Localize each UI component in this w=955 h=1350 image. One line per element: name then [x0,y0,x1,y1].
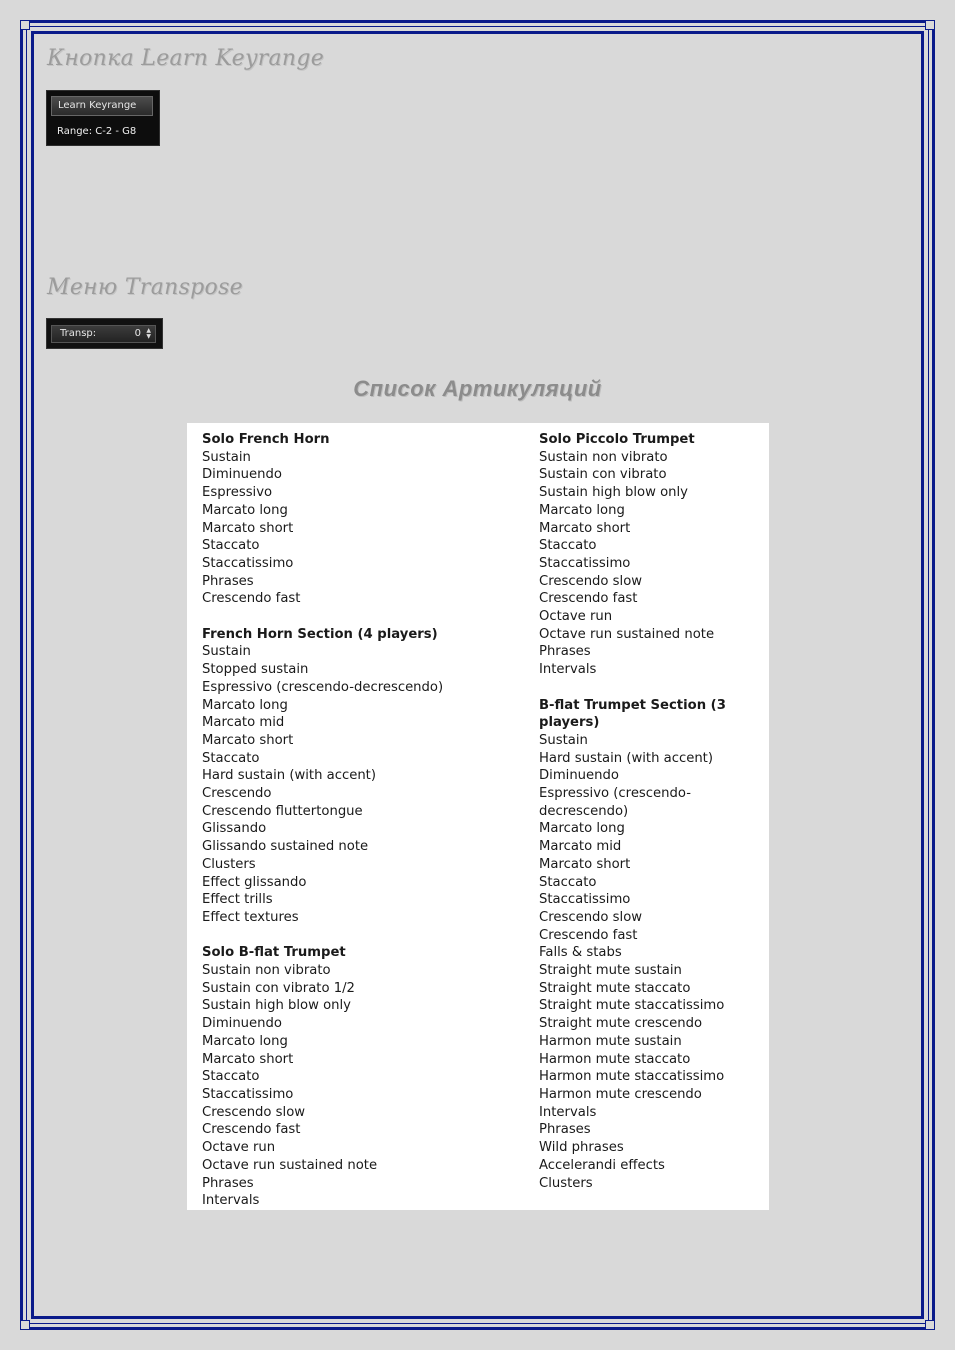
articulation-item: Phrases [202,1175,254,1191]
articulation-item: Sustain non vibrato [202,963,331,979]
articulation-item: Staccato [539,538,597,554]
articulation-item: Glissando [202,821,267,837]
corner-ornament-bottom-right [925,1320,935,1330]
instrument-group [202,626,522,927]
instrument-group [202,431,522,608]
spinner-arrows-icon[interactable]: ▲ ▼ [146,327,151,340]
articulation-list-title: Список Артикуляций [353,376,602,401]
instrument-group [202,944,522,1210]
instrument-group [539,431,767,679]
articulation-item: Espressivo (crescendo- [539,786,691,802]
articulation-item: Staccatissimo [202,1086,294,1102]
instrument-group-title: Solo Piccolo Trumpet [539,432,695,447]
corner-ornament-bottom-left [20,1320,30,1330]
articulation-item: Harmon mute sustain [539,1033,682,1049]
articulation-item: Marcato short [202,732,294,748]
articulation-item: Marcato long [202,502,288,518]
articulation-item: Intervals [539,662,597,678]
articulation-item: Staccato [202,750,260,766]
articulation-item: Diminuendo [202,467,282,483]
articulation-item: Intervals [539,1104,597,1120]
articulation-item: Accelerandi effects [539,1157,665,1173]
transpose-heading: Меню Transpose [47,275,244,300]
articulation-item: Staccato [539,874,597,890]
articulation-item: Crescendo slow [202,1104,306,1120]
articulation-item: Hard sustain (with accent) [202,768,377,784]
articulation-item: Marcato mid [539,839,622,855]
articulation-item: Crescendo slow [539,573,643,589]
articulation-item: Falls & stabs [539,945,622,961]
articulation-item: Phrases [539,1122,591,1138]
articulation-item: Harmon mute crescendo [539,1087,702,1102]
articulation-item: Phrases [202,573,254,589]
articulation-item: Harmon mute staccato [539,1051,691,1067]
articulation-item: Marcato long [202,697,288,713]
instrument-group-title: Solo French Horn [202,432,330,447]
transpose-panel [46,318,163,349]
articulation-item: Effect textures [202,909,299,925]
articulation-column-left [202,431,522,1228]
articulation-item: Effect glissando [202,874,307,890]
articulation-item: Marcato mid [202,715,285,731]
transpose-menu[interactable] [51,325,156,343]
articulation-item: Marcato long [539,821,625,837]
corner-ornament-top-left [20,20,30,30]
articulation-item: Sustain high blow only [539,485,688,501]
articulation-item: Staccatissimo [539,892,631,908]
transpose-label: Transp: [60,328,97,339]
articulation-item: Sustain [539,732,588,748]
articulation-item: Marcato long [539,502,625,518]
transpose-value: 0 [134,328,141,339]
articulation-item: Espressivo [202,485,273,501]
articulation-item: Marcato short [202,1051,294,1067]
articulation-item: Crescendo fast [539,591,638,607]
articulation-item: Sustain non vibrato [539,449,668,465]
articulation-item: Sustain [202,449,251,465]
articulation-column-right [539,431,767,1210]
articulation-item: Crescendo fast [202,1122,301,1138]
articulation-item: Espressivo (crescendo-decrescendo) [202,679,444,695]
articulation-item: Straight mute sustain [539,963,682,979]
instrument-group-title: Solo B-flat Trumpet [202,945,346,961]
articulation-item: Crescendo [202,786,272,802]
articulation-item: Marcato short [539,520,631,536]
instrument-group [539,697,767,1193]
articulation-item: Diminuendo [202,1016,282,1032]
instrument-group-title: B-flat Trumpet Section (3 players) [539,697,726,731]
articulation-item: decrescendo) [539,803,629,819]
articulation-item: Staccato [202,538,260,554]
articulation-item: Sustain con vibrato 1/2 [202,980,355,996]
keyrange-readout: Range: C-2 - G8 [57,126,137,137]
articulation-item: Marcato short [202,520,294,536]
articulation-item: Staccatissimo [539,555,631,571]
articulation-item: Marcato long [202,1033,288,1049]
learn-keyrange-button[interactable]: Learn Keyrange [51,96,153,116]
articulation-item: Sustain [202,644,251,660]
articulation-item: Stopped sustain [202,662,309,678]
articulation-item: Crescendo fluttertongue [202,803,363,819]
articulation-item: Intervals [202,1193,260,1209]
learn-keyrange-panel [46,90,160,146]
articulation-item: Clusters [202,856,256,872]
corner-ornament-top-right [925,20,935,30]
articulation-item: Diminuendo [539,768,619,784]
articulation-item: Crescendo fast [202,591,301,607]
articulation-item: Hard sustain (with accent) [539,750,714,766]
articulation-item: Effect trills [202,892,273,908]
articulation-item: Clusters [539,1175,593,1191]
articulation-item: Wild phrases [539,1140,624,1156]
articulation-item: Octave run sustained note [202,1157,378,1173]
articulation-item: Octave run sustained note [539,626,715,642]
articulation-item: Straight mute staccato [539,980,691,996]
articulation-item: Staccatissimo [202,555,294,571]
articulation-item: Crescendo slow [539,909,643,925]
articulation-item: Octave run [202,1140,276,1156]
articulation-item: Glissando sustained note [202,839,369,855]
articulation-item: Harmon mute staccatissimo [539,1069,725,1085]
learn-keyrange-heading: Кнопка Learn Keyrange [47,46,325,71]
articulation-item: Staccato [202,1069,260,1085]
articulation-item: Straight mute staccatissimo [539,998,725,1014]
articulation-list-box [187,423,769,1210]
articulation-item: Sustain con vibrato [539,467,667,483]
articulation-item: Straight mute crescendo [539,1016,703,1032]
articulation-item: Octave run [539,609,613,625]
instrument-group-title: French Horn Section (4 players) [202,626,438,642]
articulation-item: Sustain high blow only [202,998,351,1014]
articulation-item: Marcato short [539,856,631,872]
articulation-item: Crescendo fast [539,927,638,943]
articulation-item: Phrases [539,644,591,660]
